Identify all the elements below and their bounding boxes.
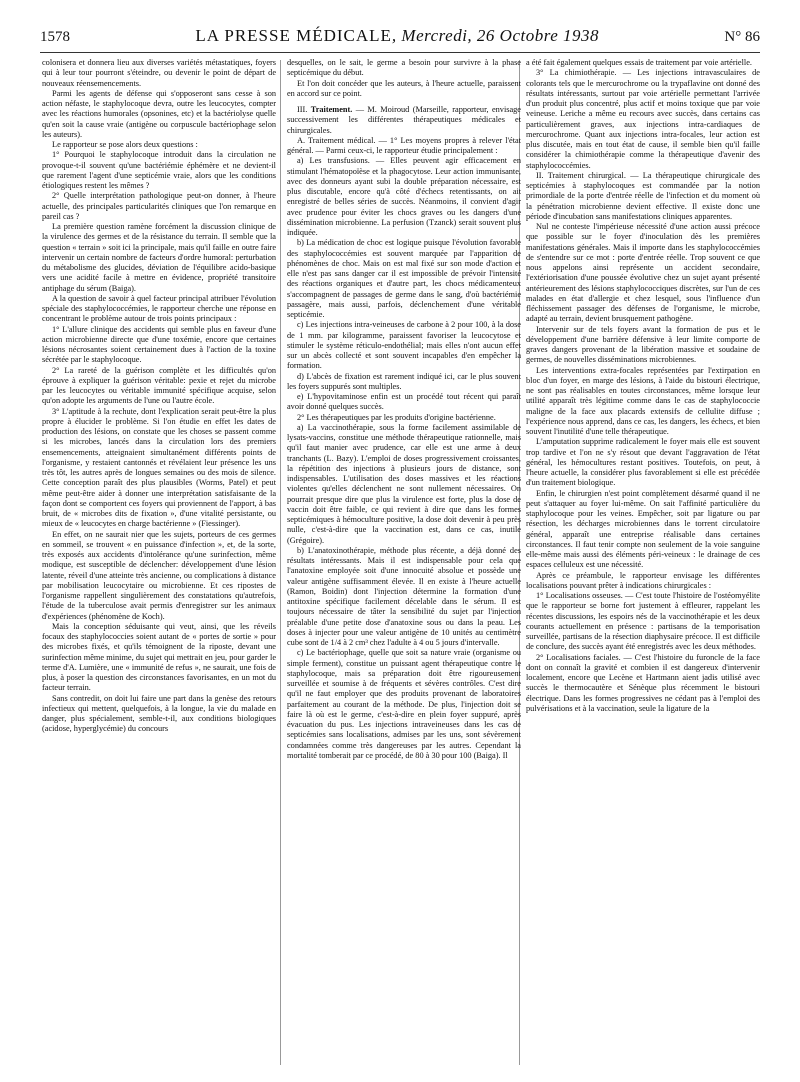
column-separator: [280, 60, 281, 1065]
section-title: Traitement.: [310, 105, 353, 114]
paragraph: Sans contredit, on doit lui faire une part dans la genèse des retours infectieux qui mettent, quelquefois, à la longue, la vie du malade en danger, plus spécialement, semble-t-il, aux conditions biologiques (acidose, hyperglycémie) du concours: [42, 693, 276, 734]
paragraph: c) Le bactériophage, quelle que soit sa nature vraie (organisme ou simple ferment), constitue un puissant agent thérapeutique contre le staphylocoque, mais sa préparation doit être rigoureusement surveillée et soumise à de fréquents et sévères contrôles. C'est dire qu'il ne faut employer que des produits provenant de laboratoires parfaitement au courant de la méthode. De plus, l'injection doit se faire là où est le germe, c'est-à-dire en plein foyer suppuré, après évacuation du pus. Les injections intraveineuses dans les cas de septicémies sans localisations, admises par les uns, sont sévèrement condamnées comme très dangereuses par les autres. Cependant la mortalité tomberait par ce procédé, de 80 à 30 pour 100 (Baiga). Il: [287, 648, 521, 760]
paragraph: II. Traitement chirurgical. — La thérapeutique chirurgicale des septicémies à staphylocoques est commandée par la notion primordiale de la porte d'entrée réelle de l'infection et du moment où la pénétration microbienne devient effective. Il existe donc une période d'incubation sans manifestations cliniques apparentes.: [526, 170, 760, 221]
paragraph: Nul ne conteste l'impérieuse nécessité d'une action aussi précoce que possible sur le foyer d'inoculation dès les premières manifestations générales. Mais il importe dans les staphylococcémies de s'entendre sur ce mot : porte d'entrée réelle. Trop souvent ce que nous appelons ainsi représente un accident secondaire, l'extériorisation d'une poussée évolutive chez un sujet ayant présenté antérieurement des lésions staphylococciques discrètes, sur l'un de ces malades en état d'allergie et chez lesquel, sous l'influence d'un fléchissement passager des défenses de l'organisme, le microbe, adapté au terrain, devient brusquement pathogène.: [526, 222, 760, 324]
paragraph: 3° L'aptitude à la rechute, dont l'explication serait peut-être la plus propre à élucider le problème. Si l'on étudie en effet les dates de production des lésions, on constate que les choses se passent comme si les microbes, lancés dans la circulation lors des premiers ensemencements, atteignaient simultanément différents points de l'organisme, y restaient cantonnés et révélaient leur présence les uns très tôt, les autres après de longues semaines ou des mois de silence. Cette conception paraît des plus plausibles (Worms, Patel) et peut même peut-être aider à donner une interprétation satisfaisante de la façon dont se comportent ces foyers qui proviennent de l'apport, à bas bruit, de « microbes dits de fixation », d'une vitalité persistante, ou mieux de « leucocytes en charge bactérienne » (Fiessinger).: [42, 406, 276, 529]
column-2: [287, 58, 521, 1068]
issue-number: N° 86: [724, 29, 760, 45]
paragraph: Le rapporteur se pose alors deux questions :: [52, 140, 198, 149]
paragraph: b) L'anatoxinothérapie, méthode plus récente, a déjà donné des résultats intéressants. Mais il est indispensable pour cela que l'anatoxine employée soit d'une innocuité absolue et possède une valeur antigène suffisamment élevée. Il en existe à l'heure actuelle (Ramon, Boidin) dont l'injection détermine la formation d'une antitoxine spécifique facilement décelable dans le sérum. Il est toujours nécessaire de tâter la sensibilité du sujet par l'injection préalable d'une petite dose d'anatoxine sous ou dans la peau. Les doses à injecter pour une valeur antigène de 10 unités au centimètre cube sont de 1/4 à 2 cm³ chez l'adulte à 4 ou 5 jours d'intervalle.: [287, 545, 521, 647]
paragraph: e) L'hypovitaminose enfin est un procédé tout récent qui paraît avoir donné quelques succès.: [287, 392, 521, 412]
paragraph: En effet, on ne saurait nier que les sujets, porteurs de ces germes en sommeil, se trouvent « en puissance d'infection », et, de la sorte, très exposés aux accidents d'intolérance qu'une surinfection, même modique, est susceptible de déclencher: développement d'une lésion latente, réveil d'une atteinte très ancienne, ou complications à distance par mobilisation leucocytaire ou microbienne. Et ces ripostes de l'organisme rappellent singulièrement des constatations qu'autrefois, l'étude de la tuberculose avait permis d'enregistrer sur les animaux d'expériences (phénomène de Koch).: [42, 529, 276, 621]
paragraph: 1° Localisations osseuses. — C'est toute l'histoire de l'ostéomyélite que le rapporteur se borne fort justement à effleurer, rappelant les récentes discussions, les espoirs nés de la vaccinothérapie et les deux courants actuellement en présence : partisans de la temporisation surveillée, partisans de la résection diaphysaire précoce. Il est difficile de conclure, des succès ayant été enregistrés avec les deux méthodes.: [526, 591, 760, 652]
paragraph: 3° La chimiothérapie. — Les injections intravasculaires de colorants tels que le mercurochrome ou la trypaflavine ont donné des résultats intéressants, surtout par voie artérielle permettant l'arrivée d'un produit plus concentré, plus actif et moins toxique que par voie veineuse. Leriche a même eu recours avec succès, dans certains cas particulièrement graves, aux injections intra-cardiaques de mercurochrome. Quant aux injections intra-focales, leur action est plus discutée, mais en tout état de cause, il semble bien qu'il faille considérer la chimiothérapie comme la thérapeutique d'avenir des staphylococcémies.: [526, 68, 760, 170]
paragraph: colonisera et donnera lieu aux diverses variétés métastatiques, foyers qui à leur tour pourront s'éteindre, ou devenir le point de départ de nouveaux réensemencements.: [42, 58, 276, 88]
paragraph: desquelles, on le sait, le germe a besoin pour survivre à la phase septicémique du début.: [287, 58, 521, 78]
paragraph: Les interventions extra-focales représentées par l'extirpation en bloc d'un foyer, en marge des lésions, à l'aide du bistouri électrique, ne sont pas réalisables en toutes circonstances, même lorsque leur utilité apparaît très légitime comme dans le cas de staphylococcie maligne de la face aux placards extensifs de cellulite diffuse ; l'expérience nous apprend, dans ce cas, les dangers, les échecs, et bien souvent l'inutilité d'une telle thérapeutique.: [526, 365, 760, 436]
paragraph: La première question ramène forcément la discussion clinique de la virulence des germes et de la résistance du terrain. Il semble que la question « terrain » soit ici la principale, mais qu'il faille en outre faire intervenir un certain nombre de facteurs d'ordre humoral: perturbation du métabolisme des glucides, déviation de l'équilibre acido-basique vers une acidité facile à mettre en évidence, propriété transitoire antiphage du sérum (Baiga).: [42, 222, 276, 293]
paragraph: a) Les transfusions. — Elles peuvent agir efficacement en stimulant l'hématopoïèse et la phagocytose. Leur action immunisante, avec des donneurs ayant subi la double préparation nécessaire, est plus discutable, encore qu'à côté d'échecs retentissants, on ait enregistré de belles séries de succès. Néanmoins, il convient d'agir avec prudence pour éviter les chocs graves ou les dangers d'une dissémination microbienne. La perfusion (Tzanck) serait souvent plus indiquée.: [287, 156, 521, 237]
paragraph: A la question de savoir à quel facteur principal attribuer l'évolution spéciale des staphylococcémies, le rapporteur cherche une réponse en concentrant le problème autour de trois points principaux :: [42, 293, 276, 324]
paragraph: 1° L'allure clinique des accidents qui semble plus en faveur d'une action microbienne directe que d'une toxémie, encore que certaines lésions nécrosantes soient certainement dues à l'action de la toxine sécrétée par le staphylocoque.: [42, 324, 276, 365]
paragraph: Parmi les agents de défense qui s'opposeront sans cesse à son action néfaste, le staphylocoque devra, outre les leucocytes, compter avec les réactions humorales (opsonines, etc) et la bactériolyse quelle qu'en soit la cause vraie (antigène ou corpuscule bactériophage selon les auteurs).: [42, 88, 276, 139]
journal-title-line: [195, 26, 599, 46]
paragraph: 2° La rareté de la guérison complète et les difficultés qu'on éprouve à expliquer la guérison véritable: pexie et rejet du microbe par les leucocytes ou véritable immunité spécifique acquise, selon qu'on adopte les arguments de l'une ou l'autre école.: [42, 365, 276, 406]
column-1: [42, 58, 276, 1068]
paragraph: A. Traitement médical. — 1° Les moyens propres à relever l'état général. — Parmi ceux-ci, le rapporteur étudie principalement :: [287, 135, 521, 155]
paragraph: Après ce préambule, le rapporteur envisage les différentes localisations pouvant prêter à indications chirurgicales :: [526, 570, 760, 590]
paragraph: Mais la conception séduisante qui veut, ainsi, que les réveils focaux des staphylococcies soient autant de « portes de sortie » pour des microbes fixés, et qu'ils témoignent de la riposte, devant une surinfection même minime, du sujet qui mettrait en jeu, pour garder le terme d'A. Lumière, une « immunité de refus », ne saurait, une fois de plus, à poser la question des circonstances favorisantes, en un mot du facteur terrain.: [42, 621, 276, 693]
paragraph: Et l'on doit concéder que les auteurs, à l'heure actuelle, paraissent en accord sur ce point.: [287, 78, 521, 98]
section-heading: [287, 105, 521, 136]
issue-date: , Mercredi, 26 Octobre 1938: [391, 26, 599, 45]
section-number: III.: [297, 105, 308, 114]
paragraph: 2° Localisations faciales. — C'est l'histoire du furoncle de la face dont on connaît la gravité et combien il est dangereux d'intervenir localement, encore que Lecène et Hartmann aient jadis utilisé avec succès le thermocautère et Sénèque plus récemment le bistouri électrique. Dans les formes progressives ne cédant pas à l'emploi des pulvérisations et à la vaccination, seule la ligature de la: [526, 652, 760, 713]
paragraph: 2° Quelle interprétation pathologique peut-on donner, à l'heure actuelle, des principales particularités cliniques que l'on remarque en pareil cas ?: [42, 191, 276, 221]
paragraph: 1° Pourquoi le staphylocoque introduit dans la circulation ne provoque-t-il souvent qu'une bactériémie éphémère et ne devient-il que rarement l'agent d'une septicémie vraie, alors que les conditions étiologiques restent les mêmes ?: [42, 150, 276, 190]
paragraph: L'amputation supprime radicalement le foyer mais elle est souvent trop tardive et l'on ne s'y résout que devant l'aggravation de l'état général, les hémocultures restant positives. Toutefois, on peut, à l'heure actuelle, la considérer plus favorablement si elle est précédée d'un traitement biologique.: [526, 437, 760, 488]
publication-name: LA PRESSE MÉDICALE: [195, 26, 392, 45]
subheading: 2° Les thérapeutiques par les produits d'origine bactérienne.: [297, 412, 496, 422]
paragraph: Intervenir sur de tels foyers avant la formation de pus et le développement d'une barrière défensive à leur limite comporte de graves dangers provenant de la libération massive et soudaine de germes, de nouvelles disséminations microbiennes.: [526, 324, 760, 365]
paragraph: a) La vaccinothérapie, sous la forme facilement assimilable de lysats-vaccins, constitue une méthode thérapeutique rationnelle, mais qu'il faut manier avec prudence, car elle est une arme à deux tranchants (L. Bazy). L'emploi de doses progressivement croissantes, la répétition des injections à plusieurs jours de distance, sont indispensables. L'utilisation des doses massives et les réactions violentes qu'elles déclenchent ne sont nullement nécessaires. On pourrait presque dire que plus la virulence est forte, plus la dose de vaccin doit être faible, ce qui revient à dire que dans les formes septicémiques à hémoculture positive, la dose doit devenir à peu près nulle, c'est-à-dire que la vaccination est, dans ce cas, inutile (Grégoire).: [287, 422, 521, 545]
header-rule: [40, 52, 760, 53]
column-3: [526, 58, 760, 1068]
paragraph: Enfin, le chirurgien n'est point complètement désarmé quand il ne peut s'attaquer au foyer lui-même. On sait l'affinité particulière du staphylocoque pour les veines. Empêcher, soit par ligature ou par résection, les décharges microbiennes dans le torrent circulatoire général, apparaît une entreprise réalisable dans certaines circonstances. Il faut tenir compte non seulement de la voie sanguine elle-même mais aussi des éléments péri-veineux : le drainage de ces espaces celluleux est une nécessité.: [526, 488, 760, 570]
paragraph: a été fait également quelques essais de traitement par voie artérielle.: [526, 58, 752, 67]
paragraph: c) Les injections intra-veineuses de carbone à 2 pour 100, à la dose de 1 mm. par kilogramme, paraissent favoriser la leucocytose et stimuler le système réticulo-endothélial; mais elles n'ont aucun effet sur un abcès collecté et sont souvent incapables d'en empêcher la formation.: [287, 320, 521, 371]
section-intro: — M. Moiroud (Marseille, rapporteur, envisage successivement les différentes thérapeutiques médicales et chirurgicales.: [287, 105, 521, 135]
paragraph: d) L'abcès de fixation est rarement indiqué ici, car le plus souvent les foyers suppurés sont multiples.: [287, 371, 521, 391]
paragraph: b) La médication de choc est logique puisque l'évolution favorable des staphylococcémies est souvent marquée par l'apparition de phénomènes de choc. Mais on est mal fixé sur son mode d'action et elle n'est pas sans danger car il est impossible de prévoir l'intensité des réactions organiques et d'autre part, les chocs médicamenteux s'accompagnent de passages de germe dans le sang, d'où bactériémie passagère, mais aussi, parfois, déclenchement d'une véritable septicémie.: [287, 238, 521, 319]
page-number: 1578: [40, 29, 70, 45]
